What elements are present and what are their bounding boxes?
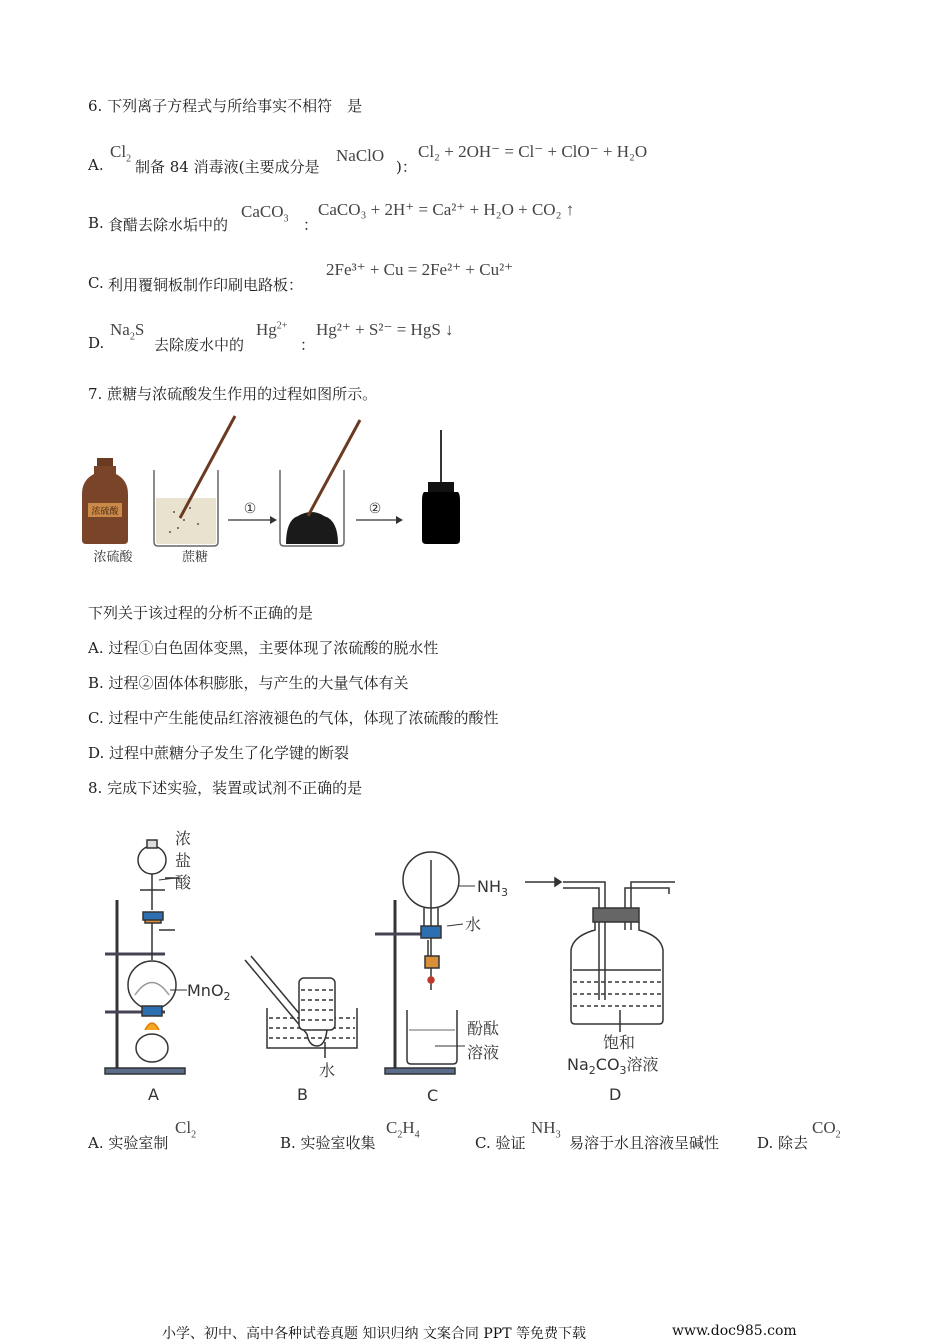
footer-url[interactable]: www.doc985.com xyxy=(672,1323,797,1339)
q7-question: 下列关于该过程的分析不正确的是 xyxy=(88,604,314,622)
q7-figure xyxy=(80,408,480,578)
beaker-charred xyxy=(280,420,360,546)
letter-c: C xyxy=(427,1086,439,1105)
beaker-sugar xyxy=(154,416,235,546)
q6-a-equation: Cl₂ + 2OH⁻ = Cl⁻ + ClO⁻ + H₂O xyxy=(418,142,648,161)
apparatus-b xyxy=(245,956,357,1058)
c-label-solution: 溶液 xyxy=(467,1043,500,1062)
q6-d-equation: Hg²⁺ + S²⁻ = HgS ↓ xyxy=(316,320,454,339)
d-label-saturated: 饱和 xyxy=(603,1033,636,1052)
q7-option-a: A. 过程①白色固体变黑，主要体现了浓硫酸的脱水性 xyxy=(88,639,439,657)
a-label-mno2: MnO$_2$ xyxy=(187,981,231,1003)
a-label-2: 盐 xyxy=(175,851,192,870)
q7-option-c: C. 过程中产生能使品红溶液褪色的气体，体现了浓硫酸的酸性 xyxy=(88,709,499,727)
step-2-label: ② xyxy=(368,501,382,517)
letter-a: A xyxy=(148,1085,159,1104)
apparatus-c xyxy=(375,852,459,1074)
q6-b-equation: CaCO₃ + 2H⁺ = Ca²⁺ + H₂O + CO₂ ↑ xyxy=(318,200,575,219)
apparatus-d xyxy=(525,878,675,1032)
q8-option-d: D. 除去 $CO_2$ xyxy=(757,1118,841,1152)
d-label-na2co3: $Na_2CO_3$溶液 xyxy=(567,1055,659,1077)
q7-option-d: D. 过程中蔗糖分子发生了化学键的断裂 xyxy=(88,744,350,762)
apparatus-a xyxy=(105,840,185,1074)
q7-stem: 7. 蔗糖与浓硫酸发生作用的过程如图所示。 xyxy=(88,385,378,403)
b-label-water: 水 xyxy=(319,1061,336,1080)
q6-stem: 6. 下列离子方程式与所给事实不相符 是 xyxy=(88,97,363,115)
q8-figure xyxy=(95,820,695,1110)
q8-option-b: B. 实验室收集 $C_2H_4$ xyxy=(280,1118,420,1152)
c-label-phenol: 酚酞 xyxy=(467,1019,500,1038)
q6-c-equation: 2Fe³⁺ + Cu = 2Fe²⁺ + Cu²⁺ xyxy=(326,260,514,279)
sulfuric-acid-bottle xyxy=(82,458,128,544)
caption-sulfuric-acid: 浓硫酸 xyxy=(93,550,133,565)
q8-stem: 8. 完成下述实验，装置或试剂不正确的是 xyxy=(88,779,363,797)
q7-option-b: B. 过程②固体体积膨胀，与产生的大量气体有关 xyxy=(88,674,409,692)
expanded-carbon xyxy=(422,430,460,544)
svg-text:浓硫酸: 浓硫酸 xyxy=(91,507,119,517)
letter-d: D xyxy=(609,1085,622,1104)
c-label-nh3: $NH_3$ xyxy=(477,877,508,899)
c-label-water: 水 xyxy=(465,915,482,934)
a-label-1: 浓 xyxy=(175,829,192,848)
caption-sugar: 蔗糖 xyxy=(181,550,209,565)
letter-b: B xyxy=(297,1085,308,1104)
q8-option-a: A. 实验室制 $Cl_2$ xyxy=(88,1118,197,1152)
a-label-3: 酸 xyxy=(175,873,192,892)
step-1-label: ① xyxy=(243,501,257,517)
footer-text: 小学、初中、高中各种试卷真题 知识归纳 文案合同 PPT 等免费下载 xyxy=(162,1326,586,1342)
q8-option-c: C. 验证 $NH_3$ 易溶于水且溶液呈碱性 xyxy=(475,1118,720,1152)
